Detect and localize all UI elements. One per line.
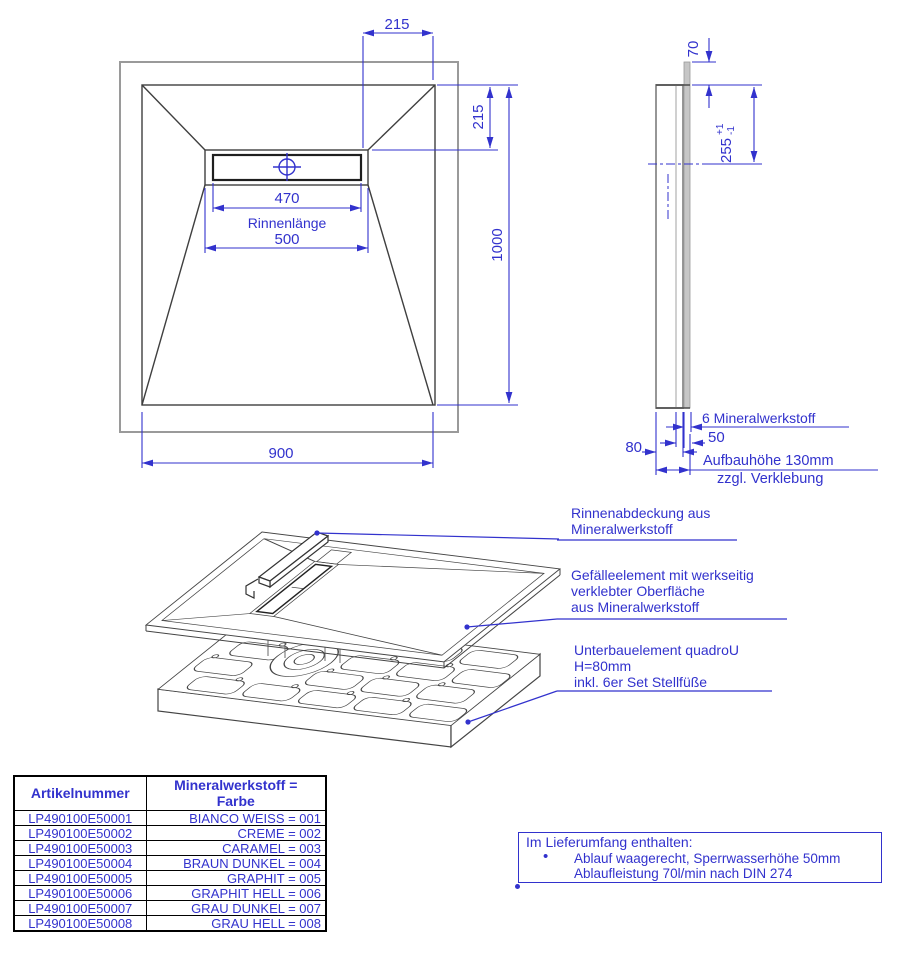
table-row xyxy=(14,826,326,841)
dim-255-with-tolerance xyxy=(716,124,737,163)
dim-70: 70 xyxy=(685,40,702,58)
article-number: LP490100E50001 xyxy=(14,811,146,826)
color-code: CREME = 002 xyxy=(146,826,326,841)
color-code: BRAUN DUNKEL = 004 xyxy=(146,856,326,871)
article-number: LP490100E50003 xyxy=(14,841,146,856)
article-number: LP490100E50004 xyxy=(14,856,146,871)
dim-right-1000: 1000 xyxy=(489,228,506,262)
slope-label-line2: verklebter Oberfläche xyxy=(571,583,705,600)
col-farbe-header: Mineralwerkstoff = Farbe xyxy=(146,776,326,811)
dim-900: 900 xyxy=(268,445,294,462)
plan-view-drawing xyxy=(120,16,518,468)
dim-80: 80 xyxy=(625,439,642,456)
article-number: LP490100E50008 xyxy=(14,916,146,932)
color-code: GRAU DUNKEL = 007 xyxy=(146,901,326,916)
article-table xyxy=(13,775,327,932)
cover-label-line2: Mineralwerkstoff xyxy=(571,521,673,538)
leader-dot xyxy=(515,884,520,889)
tolerance-plus: +1 xyxy=(715,123,726,135)
buildup-height-label2: zzgl. Verklebung xyxy=(717,471,824,487)
article-number: LP490100E50005 xyxy=(14,871,146,886)
base-label-line2: H=80mm xyxy=(574,658,632,675)
col-artikelnummer-header: Artikelnummer xyxy=(14,776,146,811)
iso-view-drawing xyxy=(146,530,787,747)
cover-label-line1: Rinnenabdeckung aus xyxy=(571,505,711,521)
tolerance-minus: -1 xyxy=(725,126,737,135)
color-code: GRAU HELL = 008 xyxy=(146,916,326,932)
dim-500: 500 xyxy=(274,231,300,248)
table-row xyxy=(14,856,326,871)
bullet-icon: • xyxy=(543,847,549,865)
base-label-line3: inkl. 6er Set Stellfüße xyxy=(574,674,708,691)
color-code: GRAPHIT = 005 xyxy=(146,871,326,886)
article-number: LP490100E50002 xyxy=(14,826,146,841)
dim-50: 50 xyxy=(708,429,725,446)
color-code: GRAPHIT HELL = 006 xyxy=(146,886,326,901)
article-number: LP490100E50007 xyxy=(14,901,146,916)
table-row xyxy=(14,886,326,901)
table-row xyxy=(14,901,326,916)
delivery-item-2: Ablaufleistung 70l/min nach DIN 274 xyxy=(574,865,793,881)
channel-length-label: Rinnenlänge xyxy=(247,215,327,231)
delivery-title: Im Lieferumfang enthalten: xyxy=(526,834,693,850)
dim-right-215: 215 xyxy=(470,104,487,130)
dim-255: 255 xyxy=(718,137,735,163)
dim-470: 470 xyxy=(274,190,300,207)
mineral-layer-label: 6 Mineralwerkstoff xyxy=(702,410,816,426)
color-code: BIANCO WEISS = 001 xyxy=(146,811,326,826)
slope-label-line3: aus Mineralwerkstoff xyxy=(571,599,700,616)
base-label-line1: Unterbauelement quadroU xyxy=(574,642,739,658)
table-row xyxy=(14,916,326,932)
delivery-item-1: Ablauf waagerecht, Sperrwasserhöhe 50mm xyxy=(574,850,841,866)
article-number: LP490100E50006 xyxy=(14,886,146,901)
iso-slope-element xyxy=(146,532,560,668)
delivery-scope-box xyxy=(518,832,882,883)
slope-label-line1: Gefälleelement mit werkseitig xyxy=(571,567,754,583)
table-row xyxy=(14,811,326,826)
mineral-layer xyxy=(684,62,690,408)
table-row xyxy=(14,841,326,856)
color-code: CARAMEL = 003 xyxy=(146,841,326,856)
drain-position-crosshair-icon xyxy=(273,153,301,181)
table-header-row xyxy=(14,776,326,811)
buildup-height-label: Aufbauhöhe 130mm xyxy=(703,453,834,469)
dim-top-215: 215 xyxy=(384,16,410,33)
table-row xyxy=(14,871,326,886)
